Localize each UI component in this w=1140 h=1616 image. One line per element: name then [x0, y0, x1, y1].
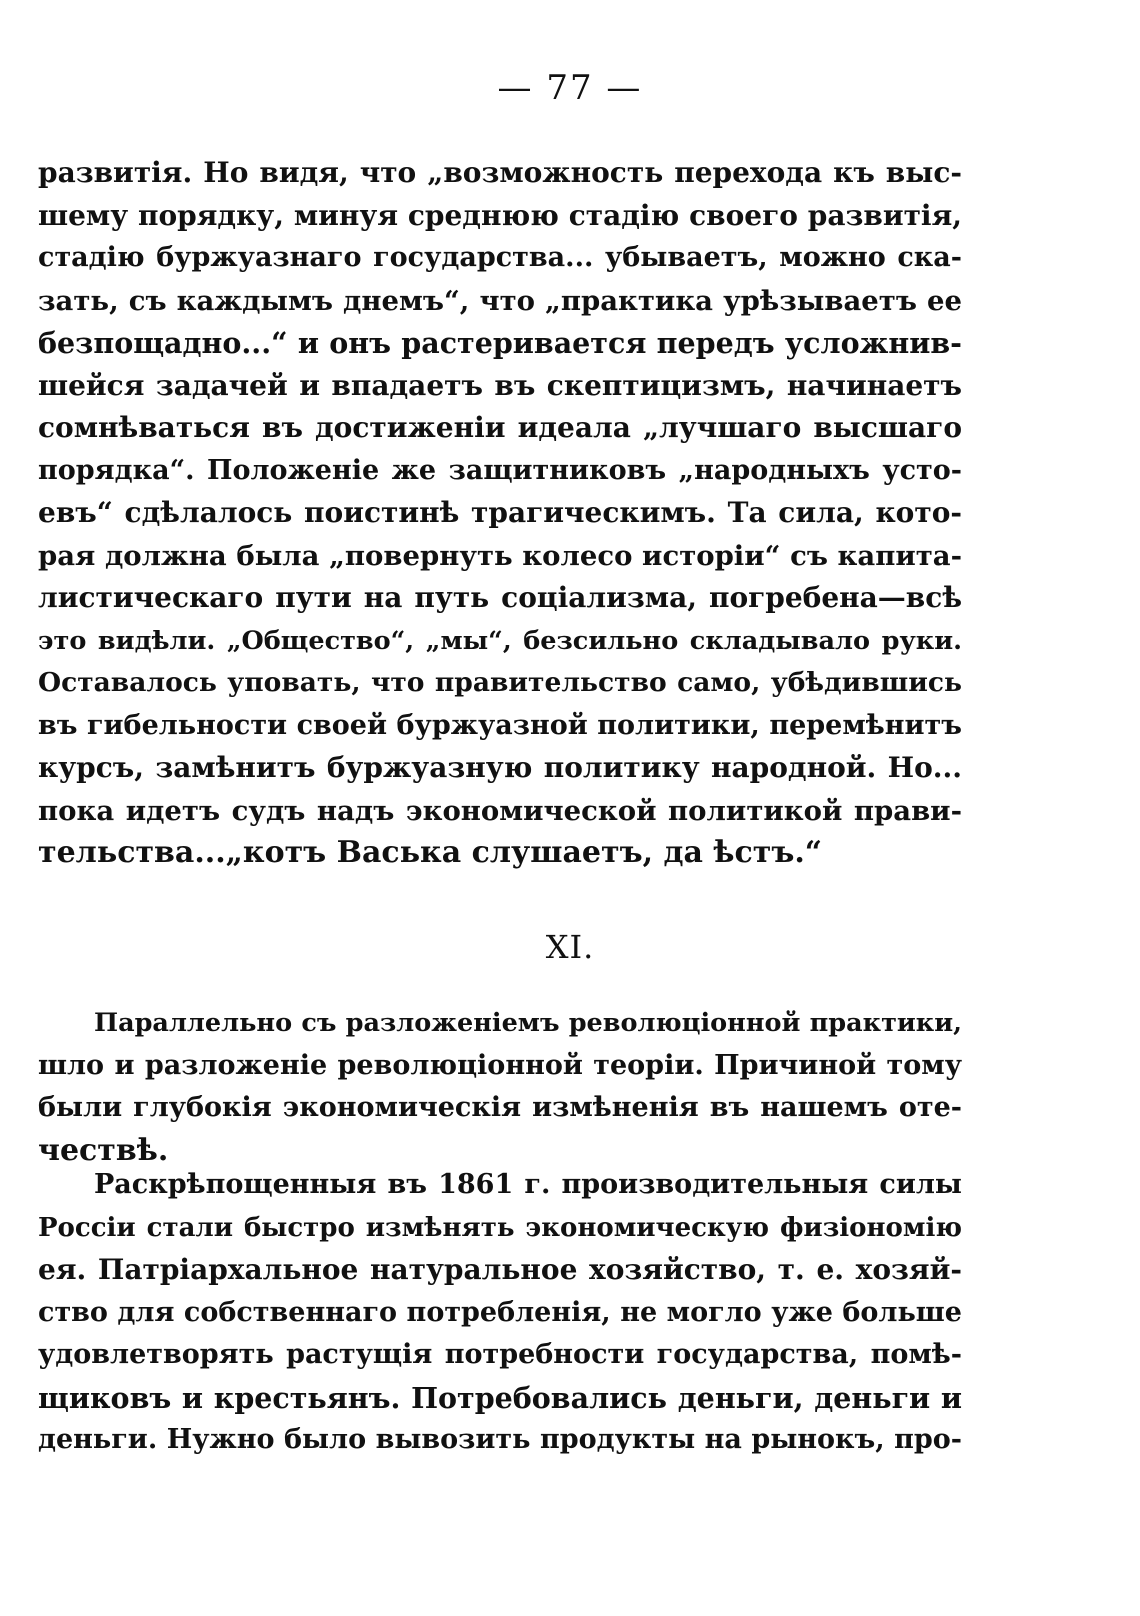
- text-line: ея. Патріархальное натуральное хозяйство, т. е. хозяй-: [38, 1253, 962, 1286]
- text-line: это видѣли. „Общество“, „мы“, безсильно складывало руки.: [38, 625, 962, 656]
- text-line: Параллельно съ разложеніемъ революціонной практики,: [94, 1008, 962, 1038]
- text-line: безпощадно...“ и онъ растеривается передъ усложнив-: [38, 326, 962, 360]
- text-line: ство для собственнаго потребленія, не могло уже больше: [38, 1296, 962, 1328]
- text-line: развитія. Но видя, что „возможность перехода къ выс-: [38, 156, 962, 189]
- text-line: курсъ, замѣнитъ буржуазную политику народной. Но...: [38, 751, 962, 784]
- section-heading: XI.: [545, 928, 595, 966]
- page-number: — 77 —: [497, 68, 643, 108]
- text-line: чествѣ.: [38, 1132, 169, 1168]
- text-line: пока идетъ судъ надъ экономической политикой прави-: [38, 794, 962, 827]
- text-line: рая должна была „повернуть колесо исторіи“ съ капита-: [38, 539, 962, 572]
- text-line: евъ“ сдѣлалось поистинѣ трагическимъ. Та сила, кото-: [38, 496, 962, 529]
- text-line: въ гибельности своей буржуазной политики, перемѣнитъ: [38, 709, 962, 741]
- text-line: листическаго пути на путь соціализма, погребена—всѣ: [38, 581, 962, 614]
- text-line: Раскрѣпощенныя въ 1861 г. производительныя силы: [94, 1169, 962, 1200]
- paragraph: [38, 1164, 962, 1462]
- text-line: шему порядку, минуя среднюю стадію своего развитія,: [38, 198, 962, 232]
- text-line: были глубокія экономическія измѣненія въ нашемъ оте-: [38, 1092, 962, 1123]
- text-line: щиковъ и крестьянъ. Потребовались деньги, деньги и: [38, 1380, 962, 1415]
- text-line: удовлетворять растущія потребности государства, помѣ-: [38, 1339, 962, 1370]
- text-line: шло и разложеніе революціонной теоріи. Причиной тому: [38, 1049, 962, 1081]
- text-line: сомнѣваться въ достиженіи идеала „лучшаго высшаго: [38, 411, 962, 444]
- text-line: деньги. Нужно было вывозить продукты на рынокъ, про-: [38, 1424, 962, 1455]
- text-line: Россіи стали быстро измѣнять экономическую физіономію: [38, 1212, 962, 1243]
- text-line: шейся задачей и впадаетъ въ скептицизмъ, начинаетъ: [38, 368, 962, 402]
- paragraph: [38, 1002, 962, 1172]
- paragraph-continued: [38, 152, 962, 875]
- text-line: стадію буржуазнаго государства... убываетъ, можно ска-: [38, 242, 962, 273]
- text-line: зать, съ каждымъ днемъ“, что „практика урѣзываетъ ее: [38, 284, 962, 317]
- text-line: Оставалось уповать, что правительство само, убѣдившись: [38, 667, 962, 698]
- text-line: порядка“. Положеніе же защитниковъ „народныхъ усто-: [38, 454, 962, 486]
- text-line: тельства...„котъ Васька слушаетъ, да ѣстъ.“: [38, 835, 823, 870]
